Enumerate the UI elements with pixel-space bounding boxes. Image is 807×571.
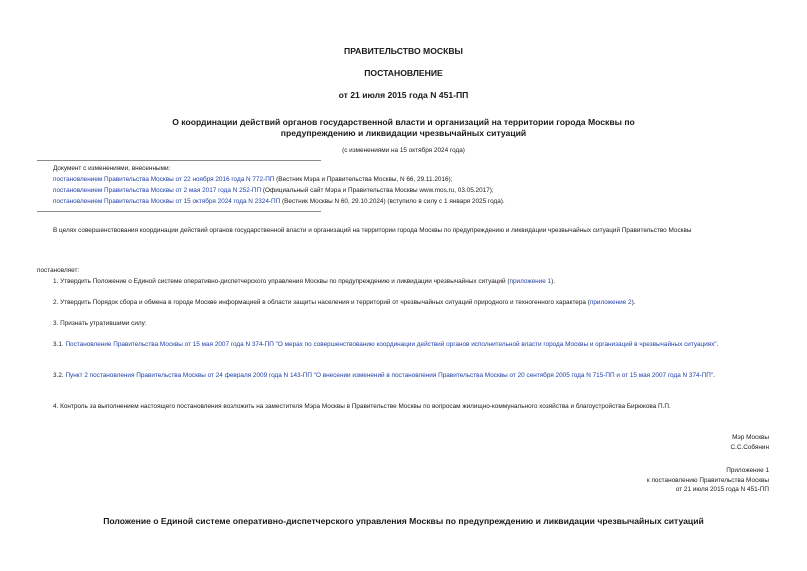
preamble-paragraph: В целях совершенствования координации действий органов государственной власти и организаций на территории города Москвы по предупреждению и ликвидации чрезвычайных ситуаций Правительство Москвы (53, 227, 692, 234)
signature-name: С.С.Собянин (730, 443, 769, 451)
paragraph-2-end: ). (631, 299, 636, 306)
amendment-item (53, 198, 505, 205)
amendment-link[interactable]: постановлением Правительства Москвы от 2 мая 2017 года N 252-ПП (53, 187, 262, 194)
appendix-label: Приложение 1 (726, 467, 769, 474)
paragraph-3-1-prefix: 3.1. (53, 341, 66, 348)
amendments-bottom-rule (37, 211, 321, 212)
amendment-item (53, 176, 452, 183)
amendment-source: (Вестник Москвы N 60, 29.10.2024) (вступило в силу с 1 января 2025 года). (280, 198, 505, 205)
appendix-title: Положение о Единой системе оперативно-диспетчерского управления Москвы по предупреждению и ликвидации чрезвычайных ситуаций (103, 516, 704, 526)
paragraph-1 (53, 278, 555, 285)
paragraph-2 (53, 299, 635, 306)
amendment-source: (Официальный сайт Мэра и Правительства Москвы www.mos.ru, 03.05.2017); (261, 187, 494, 194)
header-doc-type: ПОСТАНОВЛЕНИЕ (364, 68, 443, 78)
repealed-decree-143-link[interactable]: Пункт 2 постановления Правительства Москвы от 24 февраля 2009 года N 143-ПП "О внесении изменений в постановления Правительства Москвы от 20 сентября 2005 года N 715-ПП и от 15 мая 2007 года N 374-ПП" (65, 372, 714, 379)
paragraph-3-1 (37, 340, 770, 351)
paragraph-3: 3. Признать утратившими силу: (53, 320, 147, 327)
appendix-1-link[interactable]: приложение 1 (509, 278, 552, 285)
paragraph-4: 4. Контроль за выполнением настоящего постановления возложить на заместителя Мэра Москвы в Правительстве Москвы по вопросам жилищно-коммунального хозяйства и благоустройства Бирюкова П.П. (53, 403, 671, 410)
amendment-link[interactable]: постановлением Правительства Москвы от 15 октября 2024 года N 2324-ПП (53, 198, 281, 205)
amendments-top-rule (37, 160, 321, 161)
signature-block (730, 433, 769, 452)
amendments-intro: Документ с изменениями, внесенными: (53, 165, 171, 172)
amendment-item (53, 187, 494, 194)
appendix-line2: к постановлению Правительства Москвы (646, 476, 769, 484)
paragraph-2-text: 2. Утвердить Порядок сбора и обмена в городе Москве информацией в области защиты населения и территорий от чрезвычайных ситуаций природного и техногенного характера ( (53, 299, 590, 306)
paragraph-3-1-end: . (716, 341, 719, 348)
paragraph-1-end: ). (551, 278, 556, 285)
doc-title-line1: О координации действий органов государственной власти и организаций на территории города Москвы по (172, 117, 635, 127)
appendix-line3: от 21 июля 2015 года N 451-ПП (675, 486, 769, 493)
paragraph-1-text: 1. Утвердить Положение о Единой системе оперативно-диспетчерского управления Москвы по предупреждению и ликвидации чрезвычайных ситуаций ( (53, 278, 510, 285)
header-org: ПРАВИТЕЛЬСТВО МОСКВЫ (344, 46, 463, 56)
amendment-link[interactable]: постановлением Правительства Москвы от 22 ноября 2016 года N 772-ПП (53, 176, 275, 183)
paragraph-3-2 (37, 371, 770, 382)
resolves-text: постановляет: (37, 267, 80, 274)
header-date-number: от 21 июля 2015 года N 451-ПП (338, 90, 469, 100)
doc-title-line2: предупреждению и ликвидации чрезвычайных ситуаций (280, 128, 527, 138)
repealed-decree-374-link[interactable]: Постановление Правительства Москвы от 15 мая 2007 года N 374-ПП "О мерах по совершенствованию координации действий органов исполнительной власти города Москвы и организаций в чрезвычайных ситуациях" (65, 341, 717, 348)
appendix-header (647, 466, 769, 495)
amendment-source: (Вестник Мэра и Правительства Москвы, N 66, 29.11.2016); (274, 176, 453, 183)
signature-position: Мэр Москвы (732, 434, 769, 441)
appendix-2-link[interactable]: приложение 2 (589, 299, 632, 306)
amended-note: (с изменениями на 15 октября 2024 года) (342, 147, 465, 154)
paragraph-3-2-prefix: 3.2. (53, 372, 66, 379)
paragraph-3-2-end: . (713, 372, 715, 379)
